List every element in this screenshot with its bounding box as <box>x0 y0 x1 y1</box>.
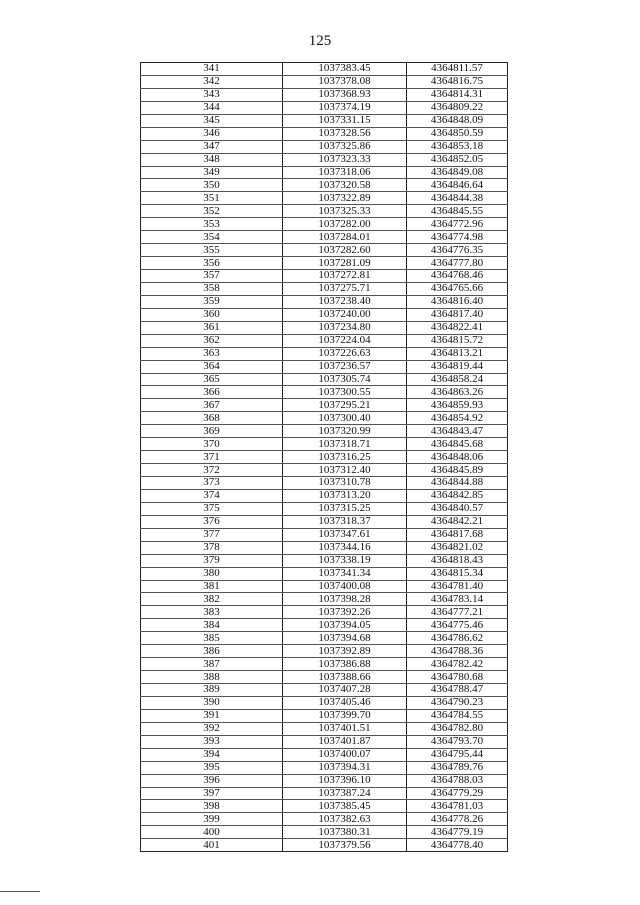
point-number-cell: 354 <box>141 231 283 244</box>
point-number-cell: 364 <box>141 360 283 373</box>
point-number-cell: 367 <box>141 399 283 412</box>
point-number-cell: 360 <box>141 308 283 321</box>
point-number-cell: 381 <box>141 580 283 593</box>
x-coordinate-cell: 1037382.63 <box>283 813 407 826</box>
point-number-cell: 358 <box>141 282 283 295</box>
point-number-cell: 389 <box>141 684 283 697</box>
y-coordinate-cell: 4364840.57 <box>407 502 508 515</box>
point-number-cell: 375 <box>141 502 283 515</box>
point-number-cell: 391 <box>141 709 283 722</box>
y-coordinate-cell: 4364776.35 <box>407 244 508 257</box>
x-coordinate-cell: 1037386.88 <box>283 658 407 671</box>
x-coordinate-cell: 1037240.00 <box>283 308 407 321</box>
x-coordinate-cell: 1037407.28 <box>283 684 407 697</box>
y-coordinate-cell: 4364775.46 <box>407 619 508 632</box>
point-number-cell: 397 <box>141 787 283 800</box>
table-row <box>141 140 508 153</box>
x-coordinate-cell: 1037238.40 <box>283 295 407 308</box>
table-row <box>141 554 508 567</box>
point-number-cell: 349 <box>141 166 283 179</box>
point-number-cell: 347 <box>141 140 283 153</box>
x-coordinate-cell: 1037394.68 <box>283 632 407 645</box>
point-number-cell: 388 <box>141 671 283 684</box>
y-coordinate-cell: 4364815.72 <box>407 334 508 347</box>
y-coordinate-cell: 4364783.14 <box>407 593 508 606</box>
table-row <box>141 580 508 593</box>
table-row <box>141 205 508 218</box>
point-number-cell: 382 <box>141 593 283 606</box>
footnote-rule <box>0 891 40 892</box>
point-number-cell: 345 <box>141 114 283 127</box>
table-row <box>141 218 508 231</box>
y-coordinate-cell: 4364843.47 <box>407 425 508 438</box>
table-row <box>141 399 508 412</box>
point-number-cell: 362 <box>141 334 283 347</box>
x-coordinate-cell: 1037323.33 <box>283 153 407 166</box>
y-coordinate-cell: 4364853.18 <box>407 140 508 153</box>
x-coordinate-cell: 1037394.05 <box>283 619 407 632</box>
table-row <box>141 619 508 632</box>
coordinates-table <box>140 62 508 852</box>
table-row <box>141 231 508 244</box>
table-row <box>141 606 508 619</box>
x-coordinate-cell: 1037284.01 <box>283 231 407 244</box>
y-coordinate-cell: 4364809.22 <box>407 101 508 114</box>
table-row <box>141 826 508 839</box>
y-coordinate-cell: 4364845.68 <box>407 438 508 451</box>
y-coordinate-cell: 4364779.29 <box>407 787 508 800</box>
point-number-cell: 394 <box>141 748 283 761</box>
point-number-cell: 363 <box>141 347 283 360</box>
table-row <box>141 308 508 321</box>
x-coordinate-cell: 1037315.25 <box>283 502 407 515</box>
point-number-cell: 399 <box>141 813 283 826</box>
table-row <box>141 63 508 76</box>
y-coordinate-cell: 4364782.42 <box>407 658 508 671</box>
table-row <box>141 515 508 528</box>
table-row <box>141 166 508 179</box>
point-number-cell: 366 <box>141 386 283 399</box>
table-row <box>141 684 508 697</box>
table-row <box>141 800 508 813</box>
x-coordinate-cell: 1037398.28 <box>283 593 407 606</box>
point-number-cell: 378 <box>141 541 283 554</box>
y-coordinate-cell: 4364845.55 <box>407 205 508 218</box>
x-coordinate-cell: 1037316.25 <box>283 451 407 464</box>
x-coordinate-cell: 1037295.21 <box>283 399 407 412</box>
table-row <box>141 282 508 295</box>
x-coordinate-cell: 1037368.93 <box>283 88 407 101</box>
y-coordinate-cell: 4364786.62 <box>407 632 508 645</box>
x-coordinate-cell: 1037313.20 <box>283 489 407 502</box>
point-number-cell: 392 <box>141 722 283 735</box>
point-number-cell: 369 <box>141 425 283 438</box>
table-row <box>141 75 508 88</box>
point-number-cell: 351 <box>141 192 283 205</box>
x-coordinate-cell: 1037401.87 <box>283 735 407 748</box>
x-coordinate-cell: 1037318.37 <box>283 515 407 528</box>
x-coordinate-cell: 1037328.56 <box>283 127 407 140</box>
table-row <box>141 114 508 127</box>
y-coordinate-cell: 4364790.23 <box>407 696 508 709</box>
table-row <box>141 839 508 852</box>
y-coordinate-cell: 4364780.68 <box>407 671 508 684</box>
table-row <box>141 735 508 748</box>
table-row <box>141 761 508 774</box>
point-number-cell: 385 <box>141 632 283 645</box>
table-row <box>141 748 508 761</box>
y-coordinate-cell: 4364768.46 <box>407 270 508 283</box>
y-coordinate-cell: 4364822.41 <box>407 321 508 334</box>
y-coordinate-cell: 4364778.26 <box>407 813 508 826</box>
table-row <box>141 438 508 451</box>
point-number-cell: 387 <box>141 658 283 671</box>
y-coordinate-cell: 4364858.24 <box>407 373 508 386</box>
point-number-cell: 344 <box>141 101 283 114</box>
y-coordinate-cell: 4364852.05 <box>407 153 508 166</box>
x-coordinate-cell: 1037396.10 <box>283 774 407 787</box>
x-coordinate-cell: 1037275.71 <box>283 282 407 295</box>
x-coordinate-cell: 1037224.04 <box>283 334 407 347</box>
table-row <box>141 88 508 101</box>
point-number-cell: 379 <box>141 554 283 567</box>
table-row <box>141 373 508 386</box>
x-coordinate-cell: 1037322.89 <box>283 192 407 205</box>
x-coordinate-cell: 1037388.66 <box>283 671 407 684</box>
x-coordinate-cell: 1037344.16 <box>283 541 407 554</box>
table-row <box>141 489 508 502</box>
y-coordinate-cell: 4364777.21 <box>407 606 508 619</box>
y-coordinate-cell: 4364811.57 <box>407 63 508 76</box>
x-coordinate-cell: 1037300.40 <box>283 412 407 425</box>
point-number-cell: 384 <box>141 619 283 632</box>
y-coordinate-cell: 4364774.98 <box>407 231 508 244</box>
table-row <box>141 477 508 490</box>
table-row <box>141 153 508 166</box>
y-coordinate-cell: 4364854.92 <box>407 412 508 425</box>
y-coordinate-cell: 4364816.40 <box>407 295 508 308</box>
point-number-cell: 390 <box>141 696 283 709</box>
point-number-cell: 343 <box>141 88 283 101</box>
x-coordinate-cell: 1037400.08 <box>283 580 407 593</box>
y-coordinate-cell: 4364781.40 <box>407 580 508 593</box>
x-coordinate-cell: 1037318.71 <box>283 438 407 451</box>
x-coordinate-cell: 1037320.58 <box>283 179 407 192</box>
y-coordinate-cell: 4364789.76 <box>407 761 508 774</box>
y-coordinate-cell: 4364814.31 <box>407 88 508 101</box>
y-coordinate-cell: 4364813.21 <box>407 347 508 360</box>
table-row <box>141 386 508 399</box>
x-coordinate-cell: 1037341.34 <box>283 567 407 580</box>
table-row <box>141 787 508 800</box>
table-row <box>141 658 508 671</box>
point-number-cell: 350 <box>141 179 283 192</box>
y-coordinate-cell: 4364845.89 <box>407 464 508 477</box>
x-coordinate-cell: 1037387.24 <box>283 787 407 800</box>
point-number-cell: 355 <box>141 244 283 257</box>
point-number-cell: 348 <box>141 153 283 166</box>
table-row <box>141 321 508 334</box>
x-coordinate-cell: 1037347.61 <box>283 528 407 541</box>
y-coordinate-cell: 4364848.06 <box>407 451 508 464</box>
y-coordinate-cell: 4364817.40 <box>407 308 508 321</box>
x-coordinate-cell: 1037392.89 <box>283 645 407 658</box>
table-row <box>141 632 508 645</box>
y-coordinate-cell: 4364793.70 <box>407 735 508 748</box>
table-row <box>141 270 508 283</box>
y-coordinate-cell: 4364782.80 <box>407 722 508 735</box>
x-coordinate-cell: 1037234.80 <box>283 321 407 334</box>
y-coordinate-cell: 4364848.09 <box>407 114 508 127</box>
y-coordinate-cell: 4364818.43 <box>407 554 508 567</box>
y-coordinate-cell: 4364788.03 <box>407 774 508 787</box>
table-row <box>141 645 508 658</box>
table-row <box>141 451 508 464</box>
table-row <box>141 127 508 140</box>
y-coordinate-cell: 4364844.38 <box>407 192 508 205</box>
y-coordinate-cell: 4364849.08 <box>407 166 508 179</box>
y-coordinate-cell: 4364788.36 <box>407 645 508 658</box>
point-number-cell: 352 <box>141 205 283 218</box>
point-number-cell: 393 <box>141 735 283 748</box>
x-coordinate-cell: 1037272.81 <box>283 270 407 283</box>
point-number-cell: 401 <box>141 839 283 852</box>
x-coordinate-cell: 1037320.99 <box>283 425 407 438</box>
x-coordinate-cell: 1037281.09 <box>283 257 407 270</box>
table-row <box>141 671 508 684</box>
point-number-cell: 370 <box>141 438 283 451</box>
point-number-cell: 374 <box>141 489 283 502</box>
table-row <box>141 464 508 477</box>
x-coordinate-cell: 1037331.15 <box>283 114 407 127</box>
x-coordinate-cell: 1037401.51 <box>283 722 407 735</box>
x-coordinate-cell: 1037392.26 <box>283 606 407 619</box>
y-coordinate-cell: 4364765.66 <box>407 282 508 295</box>
table-row <box>141 722 508 735</box>
point-number-cell: 395 <box>141 761 283 774</box>
point-number-cell: 373 <box>141 477 283 490</box>
y-coordinate-cell: 4364819.44 <box>407 360 508 373</box>
x-coordinate-cell: 1037282.00 <box>283 218 407 231</box>
point-number-cell: 380 <box>141 567 283 580</box>
point-number-cell: 396 <box>141 774 283 787</box>
point-number-cell: 357 <box>141 270 283 283</box>
point-number-cell: 372 <box>141 464 283 477</box>
y-coordinate-cell: 4364859.93 <box>407 399 508 412</box>
y-coordinate-cell: 4364781.03 <box>407 800 508 813</box>
y-coordinate-cell: 4364842.85 <box>407 489 508 502</box>
table-row <box>141 192 508 205</box>
x-coordinate-cell: 1037378.08 <box>283 75 407 88</box>
point-number-cell: 376 <box>141 515 283 528</box>
point-number-cell: 353 <box>141 218 283 231</box>
table-row <box>141 813 508 826</box>
y-coordinate-cell: 4364816.75 <box>407 75 508 88</box>
y-coordinate-cell: 4364779.19 <box>407 826 508 839</box>
page-number: 125 <box>308 33 332 49</box>
x-coordinate-cell: 1037379.56 <box>283 839 407 852</box>
x-coordinate-cell: 1037226.63 <box>283 347 407 360</box>
point-number-cell: 400 <box>141 826 283 839</box>
x-coordinate-cell: 1037399.70 <box>283 709 407 722</box>
x-coordinate-cell: 1037310.78 <box>283 477 407 490</box>
y-coordinate-cell: 4364817.68 <box>407 528 508 541</box>
point-number-cell: 386 <box>141 645 283 658</box>
point-number-cell: 342 <box>141 75 283 88</box>
x-coordinate-cell: 1037305.74 <box>283 373 407 386</box>
x-coordinate-cell: 1037338.19 <box>283 554 407 567</box>
table-row <box>141 295 508 308</box>
y-coordinate-cell: 4364821.02 <box>407 541 508 554</box>
x-coordinate-cell: 1037394.31 <box>283 761 407 774</box>
x-coordinate-cell: 1037374.19 <box>283 101 407 114</box>
y-coordinate-cell: 4364842.21 <box>407 515 508 528</box>
y-coordinate-cell: 4364777.80 <box>407 257 508 270</box>
table-row <box>141 347 508 360</box>
point-number-cell: 359 <box>141 295 283 308</box>
table-row <box>141 412 508 425</box>
point-number-cell: 341 <box>141 63 283 76</box>
table-row <box>141 593 508 606</box>
y-coordinate-cell: 4364784.55 <box>407 709 508 722</box>
x-coordinate-cell: 1037400.07 <box>283 748 407 761</box>
y-coordinate-cell: 4364844.88 <box>407 477 508 490</box>
table-row <box>141 696 508 709</box>
table-row <box>141 179 508 192</box>
table-row <box>141 334 508 347</box>
x-coordinate-cell: 1037300.55 <box>283 386 407 399</box>
point-number-cell: 383 <box>141 606 283 619</box>
table-row <box>141 360 508 373</box>
table-row <box>141 528 508 541</box>
point-number-cell: 371 <box>141 451 283 464</box>
coordinates-table-body <box>141 63 508 852</box>
table-row <box>141 101 508 114</box>
y-coordinate-cell: 4364850.59 <box>407 127 508 140</box>
point-number-cell: 346 <box>141 127 283 140</box>
point-number-cell: 377 <box>141 528 283 541</box>
y-coordinate-cell: 4364863.26 <box>407 386 508 399</box>
y-coordinate-cell: 4364815.34 <box>407 567 508 580</box>
y-coordinate-cell: 4364795.44 <box>407 748 508 761</box>
point-number-cell: 361 <box>141 321 283 334</box>
table-row <box>141 502 508 515</box>
table-row <box>141 425 508 438</box>
table-row <box>141 567 508 580</box>
x-coordinate-cell: 1037318.06 <box>283 166 407 179</box>
x-coordinate-cell: 1037325.33 <box>283 205 407 218</box>
table-row <box>141 257 508 270</box>
y-coordinate-cell: 4364788.47 <box>407 684 508 697</box>
table-row <box>141 541 508 554</box>
point-number-cell: 398 <box>141 800 283 813</box>
y-coordinate-cell: 4364778.40 <box>407 839 508 852</box>
x-coordinate-cell: 1037325.86 <box>283 140 407 153</box>
x-coordinate-cell: 1037383.45 <box>283 63 407 76</box>
x-coordinate-cell: 1037236.57 <box>283 360 407 373</box>
x-coordinate-cell: 1037380.31 <box>283 826 407 839</box>
table-row <box>141 709 508 722</box>
x-coordinate-cell: 1037282.60 <box>283 244 407 257</box>
y-coordinate-cell: 4364846.64 <box>407 179 508 192</box>
point-number-cell: 365 <box>141 373 283 386</box>
x-coordinate-cell: 1037385.45 <box>283 800 407 813</box>
point-number-cell: 356 <box>141 257 283 270</box>
y-coordinate-cell: 4364772.96 <box>407 218 508 231</box>
x-coordinate-cell: 1037405.46 <box>283 696 407 709</box>
table-row <box>141 774 508 787</box>
x-coordinate-cell: 1037312.40 <box>283 464 407 477</box>
table-row <box>141 244 508 257</box>
point-number-cell: 368 <box>141 412 283 425</box>
